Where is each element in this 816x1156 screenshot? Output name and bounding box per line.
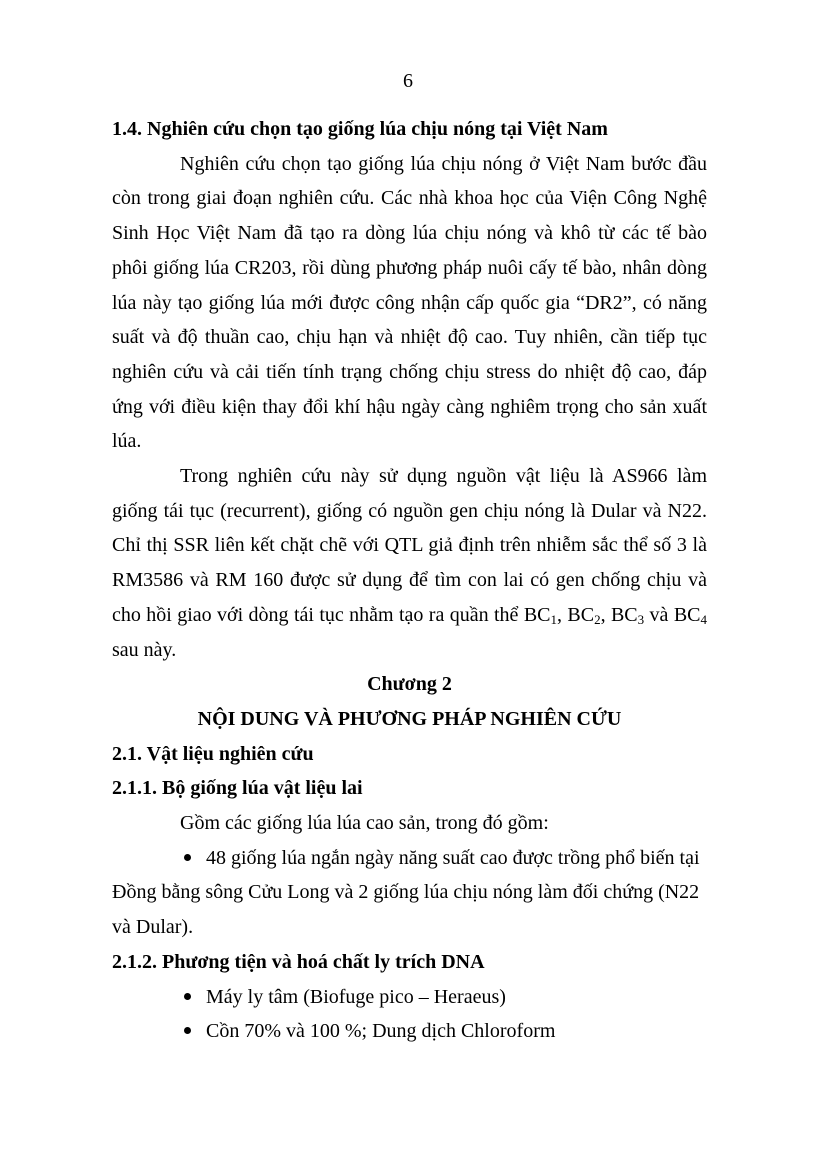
paragraph-2-text: Trong nghiên cứu này sử dụng nguồn vật liệu là AS966 làm giống tái tục (recurrent), giống có nguồn gen chịu nóng là Dular và N22. Chỉ thị SSR liên kết chặt chẽ với QTL giả định trên nhiễm sắc thể số 3 là RM3586 và RM 160 được sử dụng để tìm con lai có gen chống chịu và cho hồi giao với dòng tái tục nhằm tạo ra quần thể BC xyxy=(112,465,707,626)
chapter-title: NỘI DUNG VÀ PHƯƠNG PHÁP NGHIÊN CỨU xyxy=(197,707,622,730)
subscript-4: 4 xyxy=(700,611,707,627)
bc-label: BC xyxy=(567,603,595,626)
separator-1: , xyxy=(557,603,562,626)
separator-2: , BC xyxy=(600,603,638,626)
separator-3: và BC xyxy=(644,603,701,626)
section-1-4-heading: 1.4. Nghiên cứu chọn tạo giống lúa chịu nóng tại Việt Nam xyxy=(112,118,608,140)
bullet-icon xyxy=(184,854,191,861)
list-item xyxy=(112,841,707,945)
section-1-4-paragraph-2 xyxy=(112,459,707,667)
section-1-4-paragraph-1: Nghiên cứu chọn tạo giống lúa chịu nóng ở Việt Nam bước đầu còn trong giai đoạn nghiên cứu. Các nhà khoa học của Viện Công Nghệ Sinh Học Việt Nam đã tạo ra dòng lúa chịu nóng và khô từ các tế bào phôi giống lúa CR203, rồi dùng phương pháp nuôi cấy tế bào, nhân dòng lúa này tạo giống lúa mới được công nhận cấp quốc gia “DR2”, có năng suất và độ thuần cao, chịu hạn và nhiệt độ cao. Tuy nhiên, cần tiếp tục nghiên cứu và cải tiến tính trạng chống chịu stress do nhiệt độ cao, đáp ứng với điều kiện thay đổi khí hậu ngày càng nghiêm trọng cho sản xuất lúa. xyxy=(112,152,707,453)
subscript-3: 3 xyxy=(637,611,645,627)
chapter-label: Chương 2 xyxy=(367,673,452,696)
section-2-1-1-intro: Gồm các giống lúa lúa cao sản, trong đó gồm: xyxy=(180,812,549,835)
list-item xyxy=(112,980,707,1015)
section-2-1-2-heading: 2.1.2. Phương tiện và hoá chất ly trích DNA xyxy=(112,950,485,973)
section-2-1-heading: 2.1. Vật liệu nghiên cứu xyxy=(112,742,314,765)
page-content xyxy=(112,112,707,1049)
bullet-text: Cồn 70% và 100 %; Dung dịch Chloroform xyxy=(206,1020,556,1043)
page-number: 6 xyxy=(403,70,413,92)
subscript-1: 1 xyxy=(550,611,557,627)
paragraph-2-tail: sau này. xyxy=(112,638,177,661)
section-2-1-1-heading: 2.1.1. Bộ giống lúa vật liệu lai xyxy=(112,777,363,800)
bullet-text: 48 giống lúa ngắn ngày năng suất cao được trồng phổ biến tại Đồng bằng sông Cửu Long và 2 giống lúa chịu nóng làm đối chứng (N22 và Dular). xyxy=(112,846,700,939)
bullet-text: Máy ly tâm (Biofuge pico – Heraeus) xyxy=(206,985,506,1008)
list-item xyxy=(112,1014,707,1049)
subscript-2: 2 xyxy=(594,611,601,627)
bullet-icon xyxy=(184,993,191,1000)
